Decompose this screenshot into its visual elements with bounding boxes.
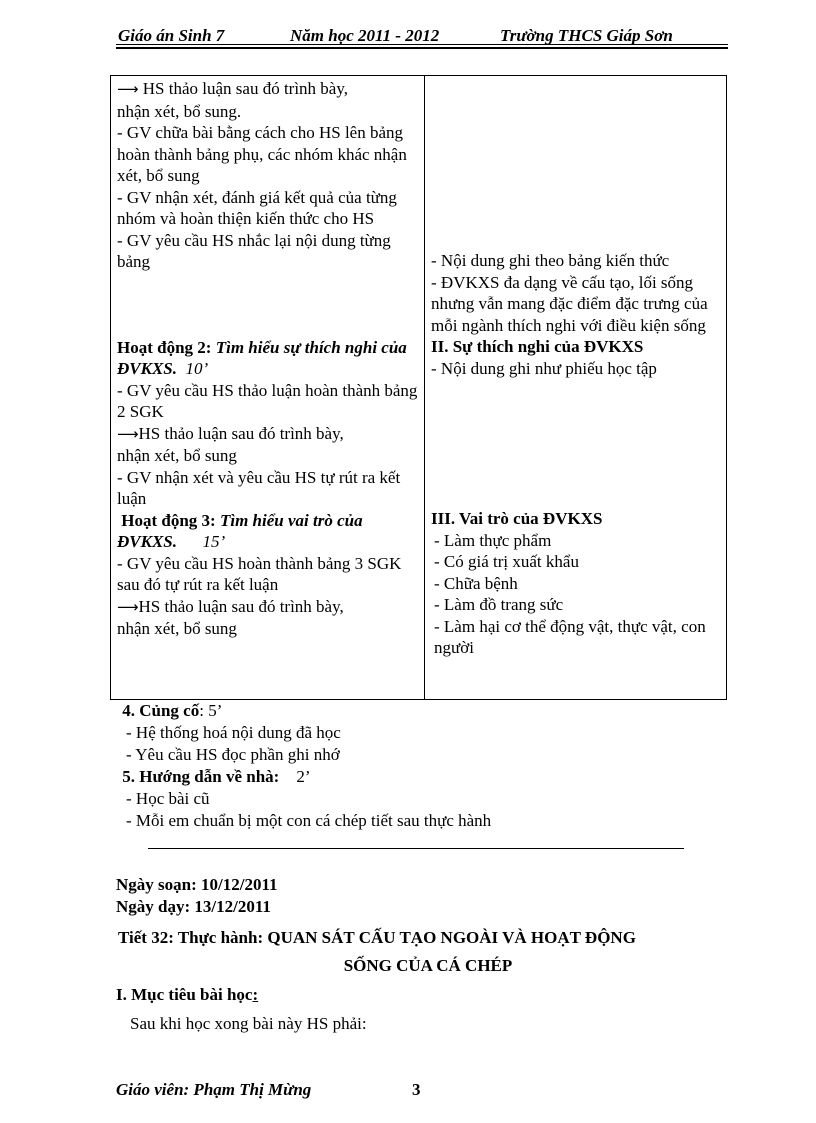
page-number: 3 bbox=[412, 1080, 421, 1099]
list-item: - Mỗi em chuẩn bị một con cá chép tiết sau thực hành bbox=[126, 811, 492, 830]
arrow-icon: ⟶ bbox=[117, 80, 139, 98]
section-2-title: II. Sự thích nghi của ĐVKXS bbox=[431, 337, 644, 356]
footer-teacher: Giáo viên: Phạm Thị Mừng bbox=[116, 1080, 312, 1099]
text-paragraph: - ĐVKXS đa dạng về cấu tạo, lối sống nhưng vẫn mang đặc điểm đặc trưng của mỗi ngành thích nghi với điều kiện sống bbox=[431, 272, 708, 335]
activity-3-heading: Hoạt động 3: Tìm hiểu vai trò của ĐVKXS. 15’ bbox=[117, 510, 363, 551]
lesson-title-line-2: SỐNG CỦA CÁ CHÉP bbox=[343, 956, 513, 975]
discussion-line: ⟶ HS thảo luận sau đó trình bày, bbox=[117, 79, 348, 98]
text-paragraph: - GV yêu cầu HS nhắc lại nội dung từng bảng bbox=[117, 230, 391, 271]
consolidation-heading: 4. Củng cố: 5’ bbox=[122, 701, 223, 720]
summary-section bbox=[118, 700, 491, 832]
text-paragraph: - Nội dung ghi theo bảng kiến thức bbox=[431, 251, 670, 270]
prepared-date: Ngày soạn: 10/12/2011 bbox=[116, 875, 278, 894]
objectives-heading: I. Mục tiêu bài học: bbox=[116, 985, 259, 1004]
objectives-intro: Sau khi học xong bài này HS phải: bbox=[130, 1014, 367, 1033]
activity-2-heading: Hoạt động 2: Tìm hiểu sự thích nghi của ĐVKXS. 10’ bbox=[117, 337, 407, 378]
list-item: - Yêu cầu HS đọc phần ghi nhớ bbox=[126, 745, 340, 764]
header-rule bbox=[116, 44, 728, 45]
header-subject: Giáo án Sinh 7 bbox=[118, 26, 225, 45]
lesson-title-line-1: Tiết 32: Thực hành: QUAN SÁT CẤU TẠO NGOÀI VÀ HOẠT ĐỘNG bbox=[118, 928, 636, 947]
list-item: - Chữa bệnh bbox=[434, 573, 518, 593]
text-paragraph: - Nội dung ghi như phiếu học tập bbox=[431, 358, 657, 378]
header-rule-thick bbox=[116, 47, 728, 49]
text-paragraph: - GV chữa bài bằng cách cho HS lên bảng hoàn thành bảng phụ, các nhóm khác nhận xét, bổ sung bbox=[117, 123, 407, 185]
text-paragraph: - GV nhận xét và yêu cầu HS tự rút ra kết luận bbox=[117, 467, 401, 508]
header-year: Năm học 2011 - 2012 bbox=[290, 26, 440, 45]
teaching-date: Ngày dạy: 13/12/2011 bbox=[116, 897, 271, 916]
list-item: - Làm hại cơ thể động vật, thực vật, con người bbox=[434, 616, 706, 657]
discussion-line: ⟶HS thảo luận sau đó trình bày, bbox=[117, 423, 344, 443]
lesson-title bbox=[118, 924, 728, 980]
list-item: - Làm thực phẩm bbox=[434, 530, 552, 550]
lesson-table bbox=[110, 75, 727, 700]
content-cell bbox=[425, 76, 727, 700]
text-paragraph: - GV yêu cầu HS thảo luận hoàn thành bảng 2 SGK bbox=[117, 380, 418, 421]
separator-rule bbox=[148, 848, 684, 849]
teacher-activity-cell bbox=[111, 76, 425, 700]
text-line: nhận xét, bổ sung bbox=[117, 619, 237, 638]
arrow-icon: ⟶ bbox=[117, 597, 139, 616]
list-item: - Làm đồ trang sức bbox=[434, 595, 564, 614]
section-3-title: III. Vai trò của ĐVKXS bbox=[431, 509, 603, 528]
header-school: Trường THCS Giáp Sơn bbox=[500, 26, 673, 45]
text-paragraph: - GV nhận xét, đánh giá kết quả của từng nhóm và hoàn thiện kiến thức cho HS bbox=[117, 187, 397, 228]
homework-heading: 5. Hướng dẫn về nhà: 2’ bbox=[122, 767, 311, 786]
lesson-dates bbox=[116, 874, 278, 918]
text-line: nhận xét, bổ sung bbox=[117, 446, 237, 465]
list-item: - Có giá trị xuất khẩu bbox=[434, 552, 579, 571]
text-line: nhận xét, bổ sung. bbox=[117, 101, 242, 121]
list-item: - Học bài cũ bbox=[126, 789, 210, 808]
discussion-line: ⟶HS thảo luận sau đó trình bày, bbox=[117, 596, 344, 616]
text-paragraph: - GV yêu cầu HS hoàn thành bảng 3 SGK sau đó tự rút ra kết luận bbox=[117, 553, 402, 594]
arrow-icon: ⟶ bbox=[117, 424, 139, 443]
list-item: - Hệ thống hoá nội dung đã học bbox=[126, 723, 341, 742]
